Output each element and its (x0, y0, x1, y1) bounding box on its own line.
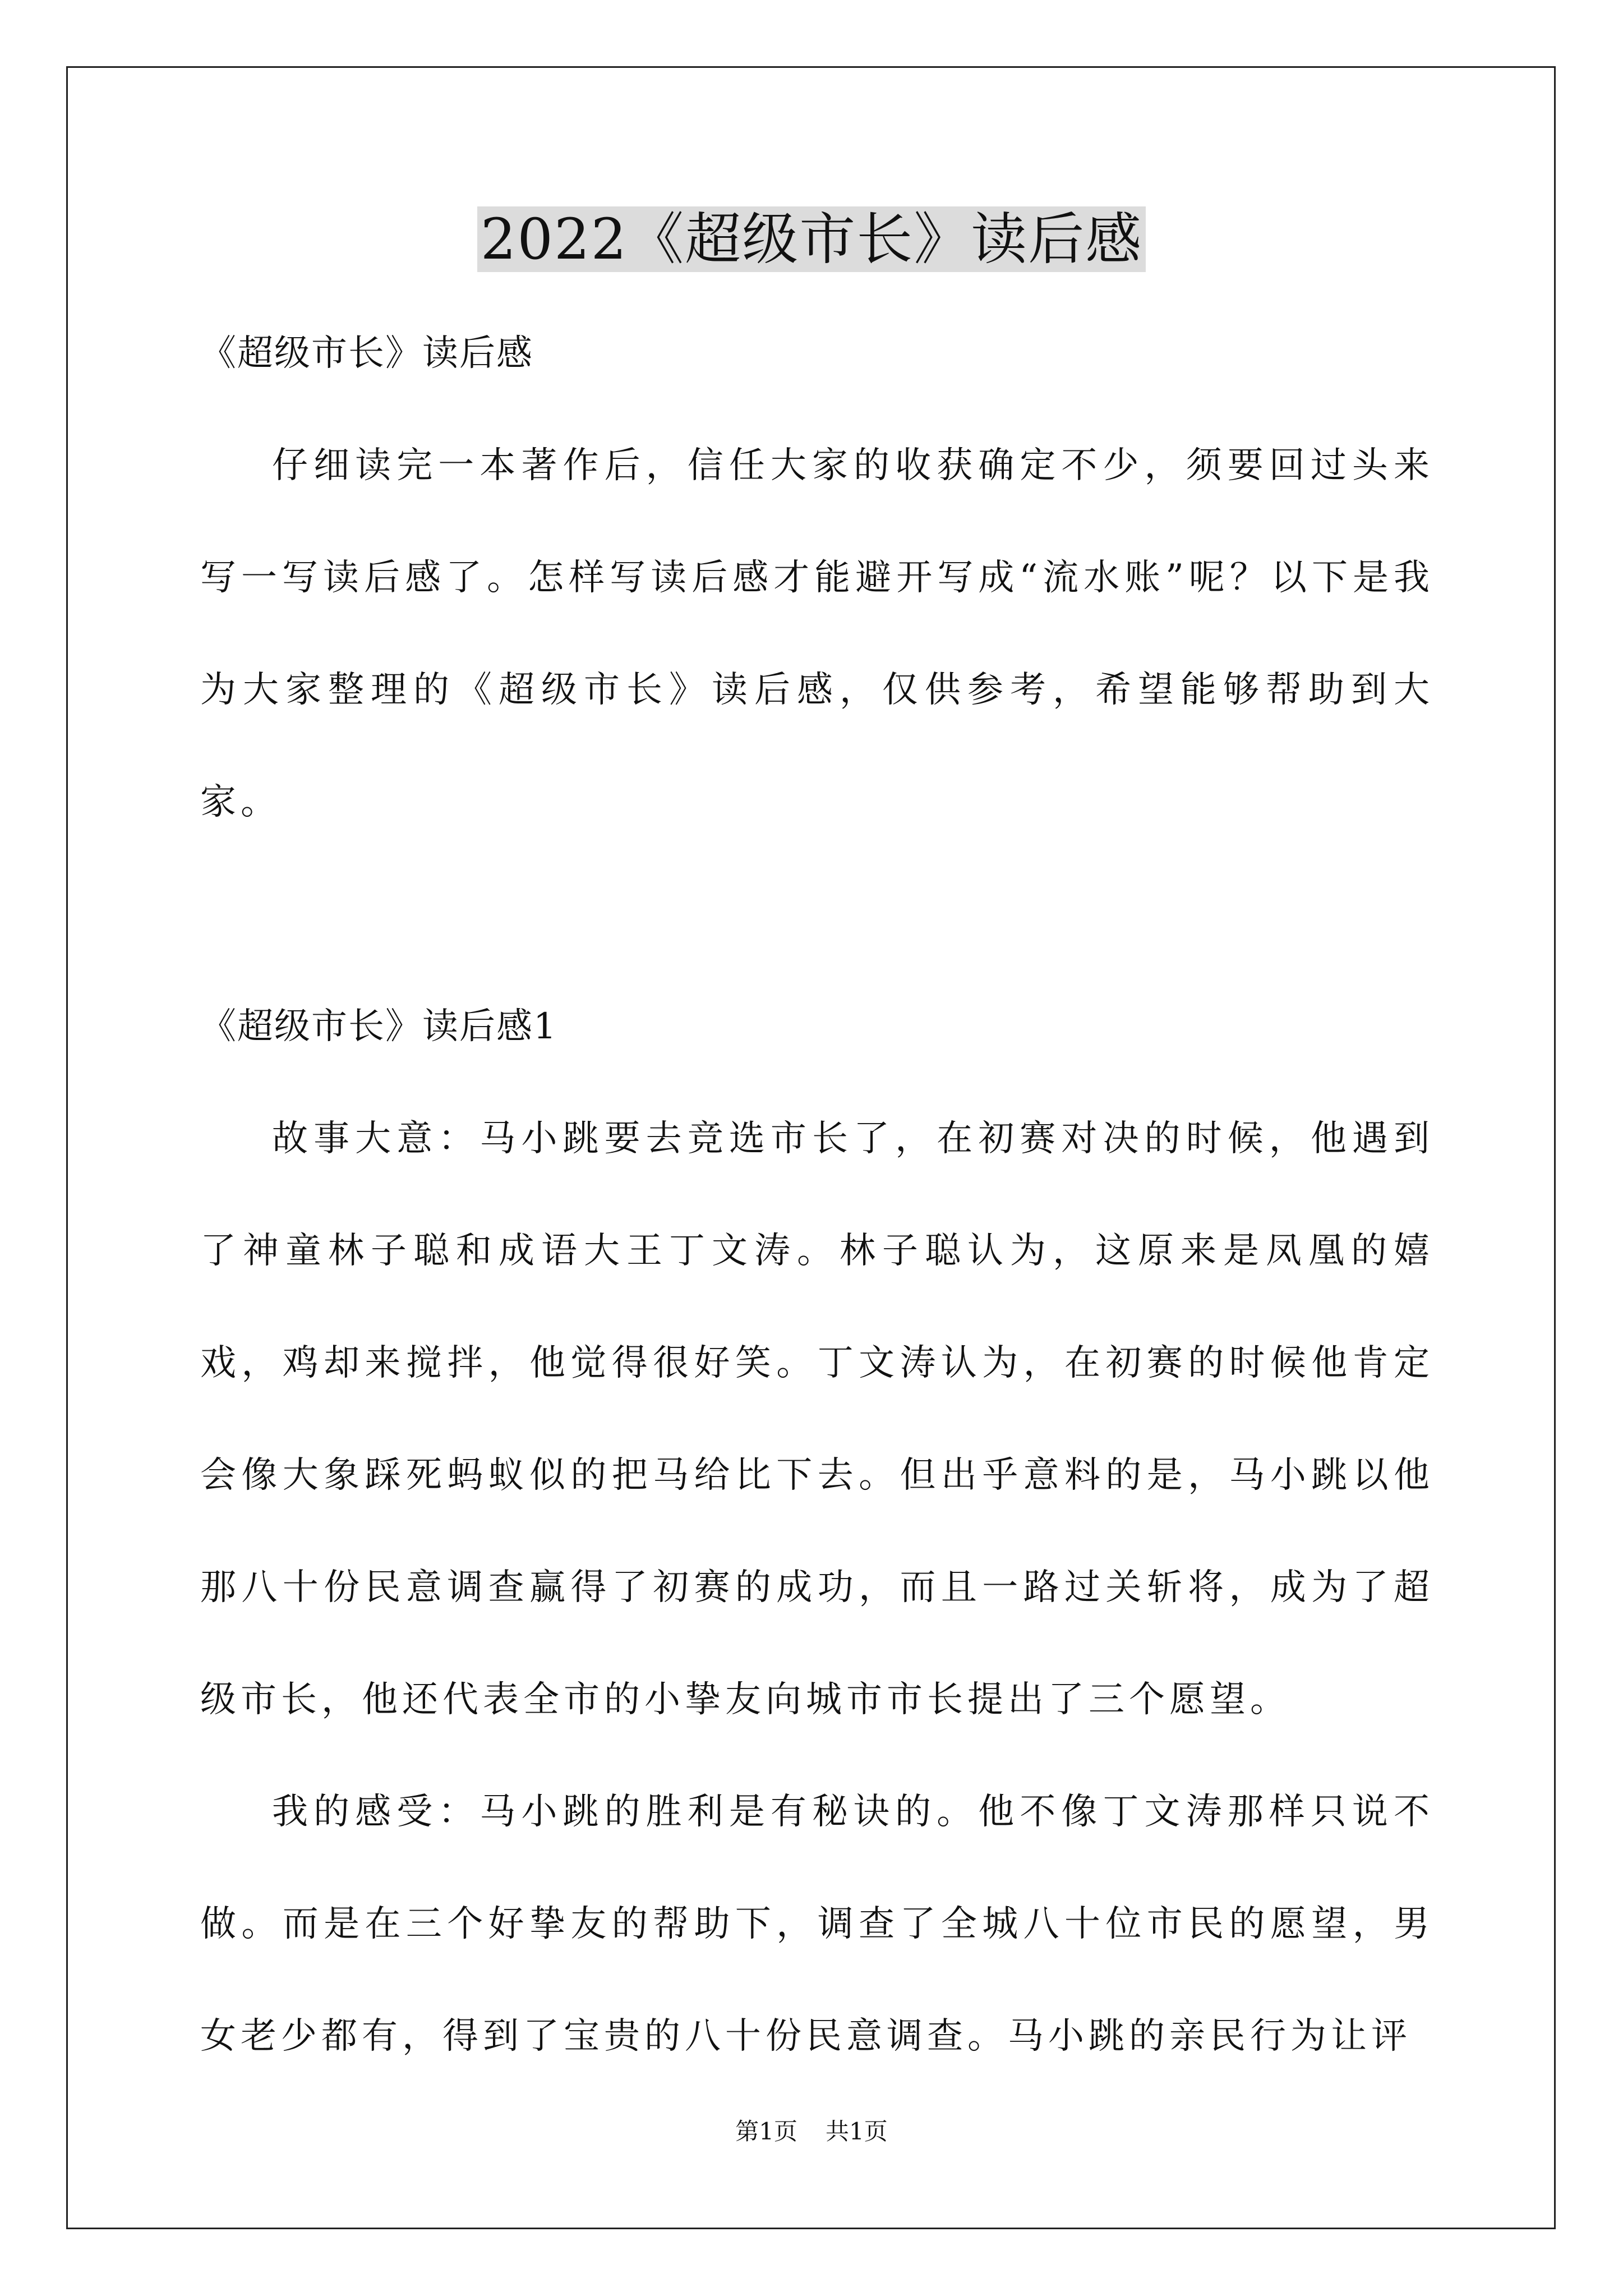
section1-paragraph-1: 故事大意：马小跳要去竞选市长了，在初赛对决的时候，他遇到了神童林子聪和成语大王丁文涛。林子聪认为，这原来是凤凰的嬉戏，鸡却来搅拌，他觉得很好笑。丁文涛认为，在初赛的时候他肯定会像大象踩死蚂蚁似的把马给比下去。但出乎意料的是，马小跳以他那八十份民意调查赢得了初赛的成功，而且一路过关斩将，成为了超级市长，他还代表全市的小挚友向城市市长提出了三个愿望。 (200, 1118, 1434, 1720)
document-title (0, 203, 1623, 276)
document-body (200, 297, 1434, 2092)
page-total: 共1页 (826, 2118, 888, 2145)
section-spacer (200, 858, 1434, 970)
section1-heading: 《超级市长》读后感1 (200, 1006, 557, 1047)
section1-paragraph-2: 我的感受：马小跳的胜利是有秘诀的。他不像丁文涛那样只说不做。而是在三个好挚友的帮助下，调查了全城八十位市民的愿望，男女老少都有，得到了宝贵的八十份民意调查。马小跳的亲民行为让评 (200, 1791, 1434, 2057)
intro-paragraph: 仔细读完一本著作后，信任大家的收获确定不少，须要回过头来写一写读后感了。怎样写读后感才能避开写成“流水账”呢？以下是我为大家整理的《超级市长》读后感，仅供参考，希望能够帮助到大家。 (200, 445, 1434, 823)
page-number: 第1页 (735, 2118, 797, 2145)
intro-heading: 《超级市长》读后感 (200, 333, 533, 374)
page-footer (0, 2115, 1623, 2148)
title-text: 2022《超级市长》读后感 (477, 206, 1146, 272)
